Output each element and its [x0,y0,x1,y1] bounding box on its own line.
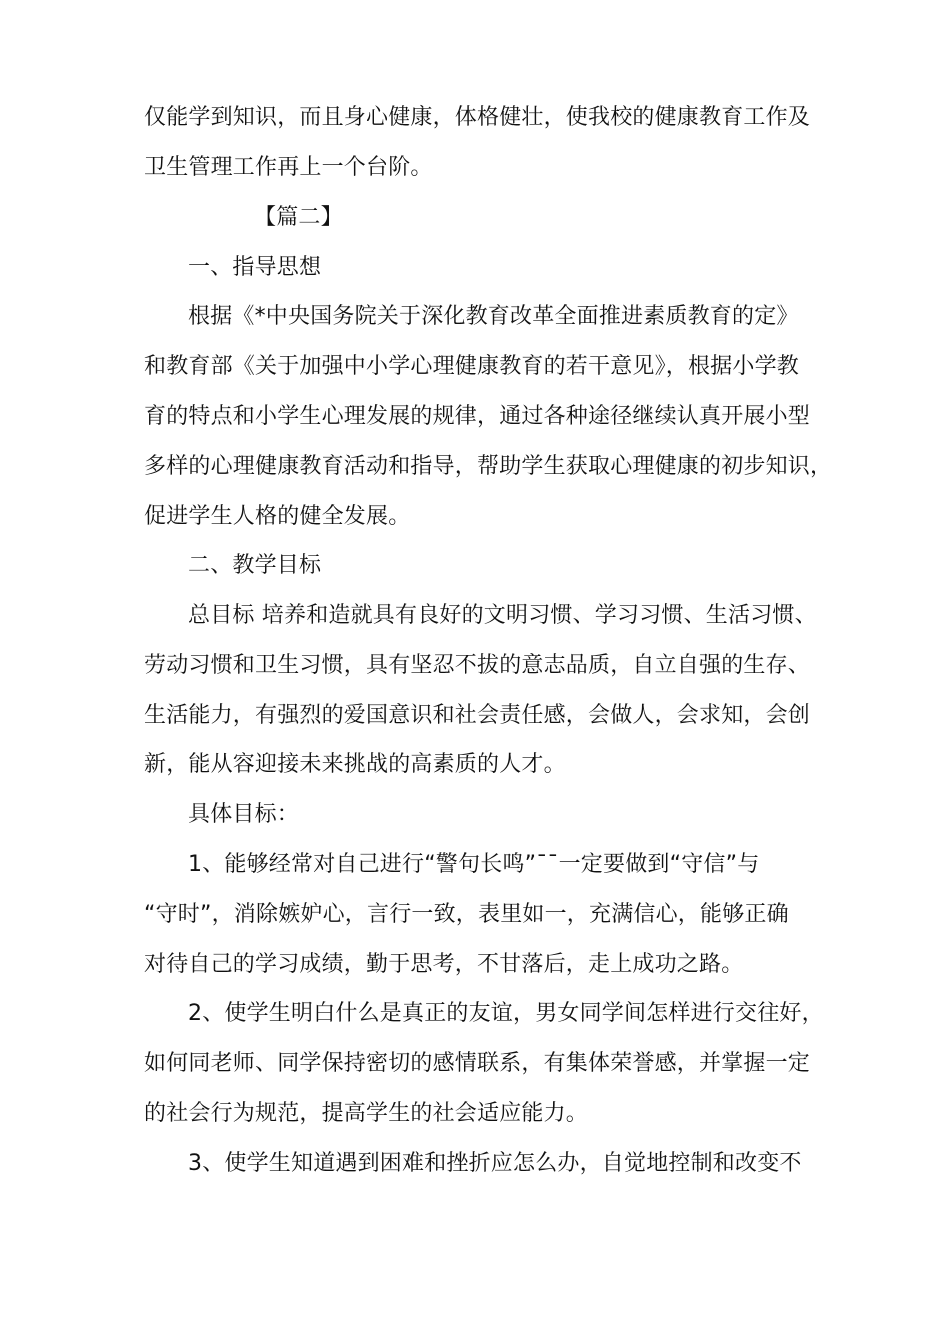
paragraph-line: 根据《*中央国务院关于深化教育改革全面推进素质教育的定》 [188,304,799,329]
paragraph-line: 育的特点和小学生心理发展的规律，通过各种途径继续认真开展小型 [144,404,811,429]
paragraph-line: 和教育部《关于加强中小学心理健康教育的若干意见》，根据小学教 [144,354,800,379]
paragraph-line: 3、使学生知道遇到困难和挫折应怎么办，自觉地控制和改变不 [188,1151,802,1176]
section-heading: 【篇二】 [254,205,343,230]
paragraph-line: 的社会行为规范，提高学生的社会适应能力。 [144,1101,589,1126]
paragraph-line: 具体目标： [188,802,300,827]
paragraph-line: 1、能够经常对自己进行“警句长鸣”¯¯一定要做到“守信”与 [188,852,760,877]
paragraph-line: 如何同老师、同学保持密切的感情联系，有集体荣誉感，并掌握一定 [144,1051,811,1076]
paragraph-line: 卫生管理工作再上一个台阶。 [144,155,433,180]
paragraph-line: 新，能从容迎接未来挑战的高素质的人才。 [144,752,566,777]
paragraph-line: “守时”，消除嫉妒心，言行一致，表里如一，充满信心，能够正确 [144,902,789,927]
paragraph-line: 多样的心理健康教育活动和指导，帮助学生获取心理健康的初步知识， [144,454,833,479]
paragraph-line: 2、使学生明白什么是真正的友谊，男女同学间怎样进行交往好， [188,1001,824,1026]
paragraph-line: 生活能力，有强烈的爱国意识和社会责任感，会做人，会求知，会创 [144,703,811,728]
subheading-guiding-ideology: 一、指导思想 [188,255,322,280]
paragraph-line: 仅能学到知识，而且身心健康，体格健壮，使我校的健康教育工作及 [144,105,811,130]
paragraph-line: 促进学生人格的健全发展。 [144,504,411,529]
paragraph-line: 总目标 培养和造就具有良好的文明习惯、学习习惯、生活习惯、 [188,603,817,628]
paragraph-line: 劳动习惯和卫生习惯，具有坚忍不拔的意志品质，自立自强的生存、 [144,653,811,678]
paragraph-line: 对待自己的学习成绩，勤于思考，不甘落后，走上成功之路。 [144,952,744,977]
subheading-teaching-goals: 二、教学目标 [188,553,322,578]
